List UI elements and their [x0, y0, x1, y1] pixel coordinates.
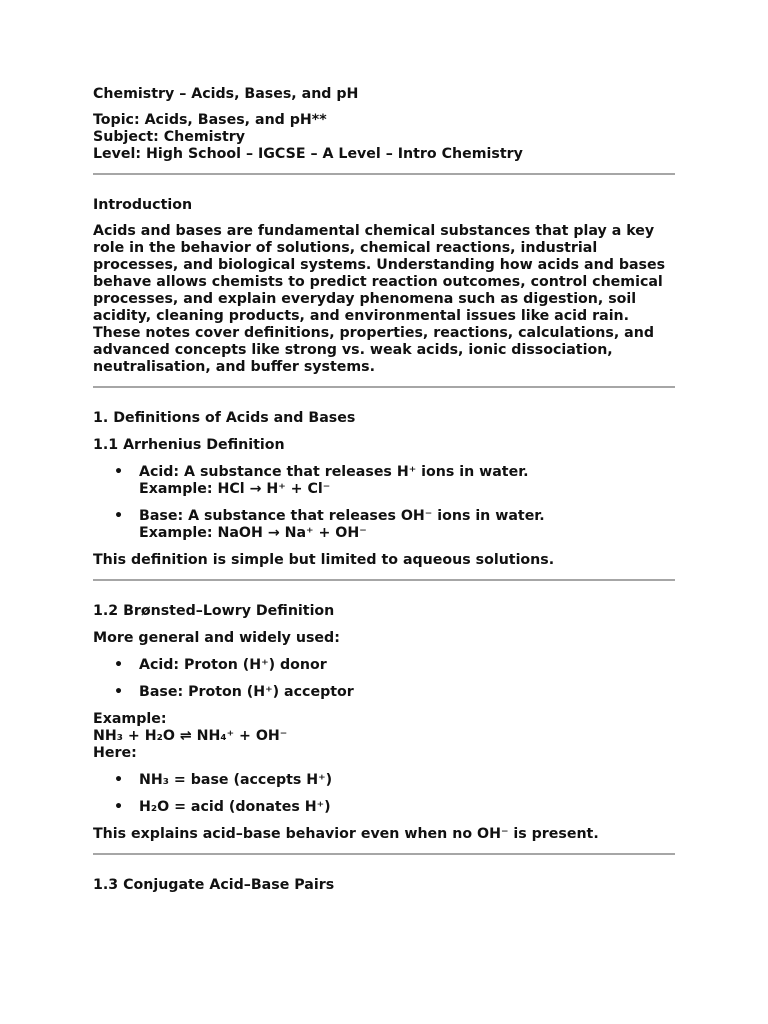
- list-item: [93, 464, 675, 498]
- bronsted-intro: More general and widely used:: [93, 630, 340, 646]
- meta-topic: Topic: Acids, Bases, and pH**: [93, 112, 327, 128]
- divider: [93, 579, 675, 581]
- arrhenius-acid-example: Example: HCl → H⁺ + Cl⁻: [139, 481, 331, 497]
- list-item: [93, 799, 675, 816]
- bullet-icon: •: [114, 684, 124, 700]
- bronsted-base: Base: Proton (H⁺) acceptor: [139, 684, 354, 700]
- bronsted-acid: Acid: Proton (H⁺) donor: [139, 657, 327, 673]
- here-label: Here:: [93, 745, 137, 761]
- list-item: [93, 684, 675, 701]
- meta-level: Level: High School – IGCSE – A Level – Intro Chemistry: [93, 146, 523, 162]
- document-meta: [93, 112, 675, 163]
- example-label: Example:: [93, 711, 167, 727]
- meta-subject: Subject: Chemistry: [93, 129, 246, 145]
- bronsted-list: [93, 657, 675, 701]
- divider: [93, 853, 675, 855]
- here-item-base: NH₃ = base (accepts H⁺): [139, 772, 333, 788]
- bullet-icon: •: [114, 799, 124, 815]
- list-item: [93, 657, 675, 674]
- conjugate-heading: 1.3 Conjugate Acid–Base Pairs: [93, 877, 335, 893]
- divider: [93, 173, 675, 175]
- arrhenius-heading: 1.1 Arrhenius Definition: [93, 437, 285, 453]
- divider: [93, 386, 675, 388]
- arrhenius-note: This definition is simple but limited to aqueous solutions.: [93, 552, 555, 568]
- arrhenius-base-example: Example: NaOH → Na⁺ + OH⁻: [139, 525, 367, 541]
- introduction-paragraph: Acids and bases are fundamental chemical substances that play a key role in the behavior of solutions, chemical reactions, industrial processes, and biological systems. Understanding how acids and bases behave allows chemists to predict reaction outcomes, control chemical processes, and explain everyday phenomena such as digestion, soil acidity, cleaning products, and environmental issues like acid rain. These notes cover definitions, properties, reactions, calculations, and advanced concepts like strong vs. weak acids, ionic dissociation, neutralisation, and buffer systems.: [93, 223, 666, 375]
- bullet-icon: •: [114, 464, 124, 480]
- here-item-acid: H₂O = acid (donates H⁺): [139, 799, 331, 815]
- here-list: [93, 772, 675, 816]
- bullet-icon: •: [114, 657, 124, 673]
- arrhenius-list: [93, 464, 675, 542]
- arrhenius-acid-definition: Acid: A substance that releases H⁺ ions in water.: [139, 464, 529, 480]
- section-1-heading: 1. Definitions of Acids and Bases: [93, 410, 356, 426]
- example-equation: NH₃ + H₂O ⇌ NH₄⁺ + OH⁻: [93, 728, 288, 744]
- bronsted-example: [93, 711, 675, 762]
- bullet-icon: •: [114, 772, 124, 788]
- list-item: [93, 508, 675, 542]
- document-title: Chemistry – Acids, Bases, and pH: [93, 86, 359, 102]
- bronsted-note: This explains acid–base behavior even when no OH⁻ is present.: [93, 826, 599, 842]
- bullet-icon: •: [114, 508, 124, 524]
- list-item: [93, 772, 675, 789]
- bronsted-heading: 1.2 Brønsted–Lowry Definition: [93, 603, 335, 619]
- introduction-heading: Introduction: [93, 197, 193, 213]
- arrhenius-base-definition: Base: A substance that releases OH⁻ ions in water.: [139, 508, 545, 524]
